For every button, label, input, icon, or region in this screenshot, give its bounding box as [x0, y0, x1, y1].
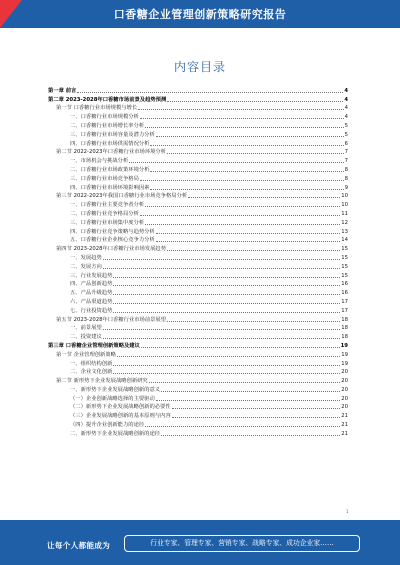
toc-entry-title: 第二节 2022-2023年口香糖行业市场环境分析	[56, 149, 167, 156]
toc-dot-leader	[113, 365, 340, 366]
toc-page-number: 17	[341, 307, 348, 314]
toc-entry-title: 第五节 2023-2028年口香糖行业市场前景展望	[56, 316, 167, 323]
toc-page-number: 19	[341, 360, 348, 367]
toc-page-number: 19	[341, 351, 348, 358]
table-of-contents	[48, 86, 348, 438]
toc-page-number: 21	[341, 413, 348, 420]
toc-dot-leader	[103, 338, 340, 339]
toc-dot-leader	[167, 153, 344, 154]
toc-dot-leader	[113, 285, 340, 286]
toc-section-entry[interactable]	[48, 192, 348, 201]
toc-dot-leader	[172, 417, 341, 418]
toc-dot-leader	[161, 435, 340, 436]
toc-dot-leader	[150, 171, 343, 172]
toc-subsection-entry[interactable]	[48, 411, 348, 420]
toc-page-number: 20	[341, 369, 348, 376]
toc-dot-leader	[161, 391, 340, 392]
toc-page-number: 15	[341, 272, 348, 279]
toc-entry-title: 第一节 企业管理创新策略	[56, 351, 116, 358]
toc-dot-leader	[113, 312, 340, 313]
toc-subsection-entry[interactable]	[48, 280, 348, 289]
toc-entry-title: 一、前景展望	[70, 325, 102, 332]
footer-slogan-roles: 行业专家、管理专家、营销专家、战略专家、成功企业家……	[124, 535, 360, 552]
toc-dot-leader	[113, 373, 340, 374]
toc-chapter-entry[interactable]	[48, 341, 348, 350]
toc-dot-leader	[113, 277, 340, 278]
toc-dot-leader	[129, 162, 343, 163]
toc-subsection-entry[interactable]	[48, 368, 348, 377]
toc-dot-leader	[145, 224, 340, 225]
toc-entry-title: 四、产品创新趋势	[70, 281, 113, 288]
toc-dot-leader	[156, 400, 340, 401]
toc-dot-leader	[141, 347, 340, 348]
toc-section-entry[interactable]	[48, 104, 348, 113]
toc-page-number: 4	[344, 114, 348, 121]
toc-entry-title: 三、口香糖行业市场竞争格局	[70, 175, 139, 182]
toc-entry-title: 二、口香糖行业市场增长率分析	[70, 122, 145, 129]
toc-page-number: 16	[341, 281, 348, 288]
toc-page-number: 11	[341, 210, 348, 217]
toc-heading: 内容目录	[173, 60, 226, 74]
toc-dot-leader	[117, 356, 340, 357]
toc-subsection-entry[interactable]	[48, 165, 348, 174]
toc-dot-leader	[167, 321, 340, 322]
toc-dot-leader	[156, 136, 344, 137]
toc-entry-title: 第二章 2023-2028年口香糖市场前景及趋势预测	[48, 96, 167, 103]
toc-entry-title: 五、产品升级趋势	[70, 290, 113, 297]
toc-page-number: 7	[344, 158, 348, 165]
toc-subsection-entry[interactable]	[48, 209, 348, 218]
toc-page-number: 10	[341, 202, 348, 209]
toc-dot-leader	[145, 206, 340, 207]
toc-page-number: 5	[344, 122, 348, 129]
toc-entry-title: 二、口香糖行业竞争格局分析	[70, 210, 139, 217]
toc-section-entry[interactable]	[48, 148, 348, 157]
toc-section-entry[interactable]	[48, 350, 348, 359]
toc-entry-title: 一、市场机会与挑战分析	[70, 158, 129, 165]
toc-chapter-entry[interactable]	[48, 86, 348, 95]
toc-entry-title: （二）新形势下企业发展战略创新的必要性	[70, 404, 171, 411]
footer-slogan-lead: 让每个人都能成为	[47, 541, 111, 550]
toc-entry-title: （一）企业创新战略选择的主要驱动	[70, 395, 155, 402]
toc-dot-leader	[150, 145, 343, 146]
toc-dot-leader	[149, 382, 341, 383]
toc-page-number: 14	[341, 237, 348, 244]
toc-dot-leader	[140, 118, 344, 119]
toc-page-number: 5	[344, 131, 348, 138]
toc-subsection-entry[interactable]	[48, 156, 348, 165]
toc-entry-title: 二、新形势下企业发展战略创新的途径	[70, 430, 161, 437]
toc-page-number: 6	[344, 140, 348, 147]
toc-subsection-entry[interactable]	[48, 306, 348, 315]
toc-entry-title: 三、口香糖行业市场集中度分析	[70, 219, 145, 226]
page-marker: 1	[346, 509, 349, 514]
toc-subsection-entry[interactable]	[48, 121, 348, 130]
toc-page-number: 20	[341, 378, 348, 385]
toc-subsection-entry[interactable]	[48, 218, 348, 227]
toc-page-number: 18	[341, 334, 348, 341]
toc-entry-title: 第一节 口香糖行业市场规模与增长	[56, 105, 138, 112]
toc-entry-title: 三、行业发展趋势	[70, 272, 113, 279]
toc-entry-title: 五、口香糖行业企业核心竞争力分析	[70, 237, 155, 244]
toc-subsection-entry[interactable]	[48, 253, 348, 262]
toc-page-number: 13	[341, 228, 348, 235]
toc-page-number: 16	[341, 290, 348, 297]
toc-entry-title: 一、组织结构创新	[70, 360, 113, 367]
toc-subsection-entry[interactable]	[48, 288, 348, 297]
toc-dot-leader	[167, 250, 340, 251]
toc-entry-title: （四）提升企业创新能力的途径	[70, 422, 145, 429]
toc-dot-leader	[113, 294, 340, 295]
toc-page-number: 20	[341, 395, 348, 402]
toc-page-number: 15	[341, 246, 348, 253]
toc-entry-title: 一、发展趋势	[70, 254, 102, 261]
toc-subsection-entry[interactable]	[48, 112, 348, 121]
toc-entry-title: 二、企业文化创新	[70, 369, 113, 376]
toc-subsection-entry[interactable]	[48, 271, 348, 280]
toc-entry-title: 第二节 新形势下企业发展战略创新研究	[56, 378, 148, 385]
toc-dot-leader	[145, 426, 340, 427]
toc-subsection-entry[interactable]	[48, 394, 348, 403]
toc-entry-title: 四、口香糖行业市场供需情况分析	[70, 140, 150, 147]
toc-subsection-entry[interactable]	[48, 130, 348, 139]
toc-subsection-entry[interactable]	[48, 359, 348, 368]
toc-subsection-entry[interactable]	[48, 183, 348, 192]
toc-dot-leader	[145, 127, 343, 128]
toc-page-number: 21	[341, 430, 348, 437]
toc-page-number: 8	[344, 166, 348, 173]
toc-entry-title: 二、口香糖行业市场政策环境分析	[70, 166, 150, 173]
toc-dot-leader	[113, 303, 340, 304]
toc-entry-title: 一、新形势下企业发展战略创新的意义	[70, 386, 161, 393]
toc-entry-title: 四、口香糖行业市场环境影响因素	[70, 184, 150, 191]
toc-entry-title: 第三节 2022-2023年我国口香糖行业市场竞争格局分析	[56, 193, 188, 200]
toc-section-entry[interactable]	[48, 315, 348, 324]
toc-subsection-entry[interactable]	[48, 332, 348, 341]
toc-dot-leader	[103, 259, 340, 260]
toc-subsection-entry[interactable]	[48, 403, 348, 412]
toc-page-number: 20	[341, 404, 348, 411]
toc-subsection-entry[interactable]	[48, 429, 348, 438]
toc-page-number: 4	[344, 87, 348, 94]
toc-entry-title: 六、产品渠道趋势	[70, 298, 113, 305]
toc-dot-leader	[140, 180, 344, 181]
toc-subsection-entry[interactable]	[48, 385, 348, 394]
toc-entry-title: 第四节 2023-2028年口香糖行业市场发展趋势	[56, 246, 167, 253]
toc-subsection-entry[interactable]	[48, 227, 348, 236]
toc-entry-title: 第三章 口香糖企业管理创新策略及建议	[48, 342, 140, 349]
toc-dot-leader	[188, 197, 340, 198]
toc-page-number: 21	[341, 422, 348, 429]
toc-subsection-entry[interactable]	[48, 420, 348, 429]
toc-entry-title: 三、口香糖行业市场容量及潜力分析	[70, 131, 155, 138]
toc-dot-leader	[77, 92, 343, 93]
toc-entry-title: （三）企业发展战略创新的基本原则与内容	[70, 413, 171, 420]
toc-subsection-entry[interactable]	[48, 139, 348, 148]
toc-dot-leader	[150, 189, 343, 190]
toc-page-number: 15	[341, 254, 348, 261]
toc-dot-leader	[172, 408, 341, 409]
toc-page-number: 17	[341, 298, 348, 305]
toc-page-number: 18	[341, 325, 348, 332]
toc-section-entry[interactable]	[48, 244, 348, 253]
report-title: 口香糖企业管理创新策略研究报告	[113, 8, 287, 21]
toc-dot-leader	[140, 215, 340, 216]
toc-subsection-entry[interactable]	[48, 236, 348, 245]
toc-section-entry[interactable]	[48, 376, 348, 385]
toc-page-number: 8	[344, 175, 348, 182]
toc-entry-title: 第一章 前言	[48, 87, 77, 94]
toc-entry-title: 二、投资建议	[70, 334, 102, 341]
toc-page-number: 19	[340, 342, 348, 349]
toc-subsection-entry[interactable]	[48, 324, 348, 333]
toc-page-number: 7	[344, 149, 348, 156]
toc-entry-title: 四、口香糖行业竞争策略与趋势分析	[70, 228, 155, 235]
toc-entry-title: 七、行业投资趋势	[70, 307, 113, 314]
toc-page-number: 9	[344, 184, 348, 191]
toc-page-number: 4	[344, 105, 348, 112]
toc-page-number: 10	[341, 193, 348, 200]
toc-subsection-entry[interactable]	[48, 297, 348, 306]
toc-entry-title: 二、发展方向	[70, 263, 102, 270]
toc-dot-leader	[156, 241, 340, 242]
toc-subsection-entry[interactable]	[48, 174, 348, 183]
toc-page-number: 12	[341, 219, 348, 226]
toc-page-number: 20	[341, 386, 348, 393]
toc-dot-leader	[167, 101, 343, 102]
toc-entry-title: 一、口香糖行业市场规模分析	[70, 114, 139, 121]
toc-page-number: 15	[341, 263, 348, 270]
toc-chapter-entry[interactable]	[48, 95, 348, 104]
toc-page-number: 4	[344, 96, 348, 103]
toc-dot-leader	[103, 268, 340, 269]
toc-subsection-entry[interactable]	[48, 200, 348, 209]
toc-dot-leader	[103, 329, 340, 330]
toc-subsection-entry[interactable]	[48, 262, 348, 271]
toc-dot-leader	[138, 109, 343, 110]
toc-dot-leader	[156, 233, 340, 234]
toc-entry-title: 一、口香糖行业主要竞争者分析	[70, 202, 145, 209]
toc-page-number: 18	[341, 316, 348, 323]
